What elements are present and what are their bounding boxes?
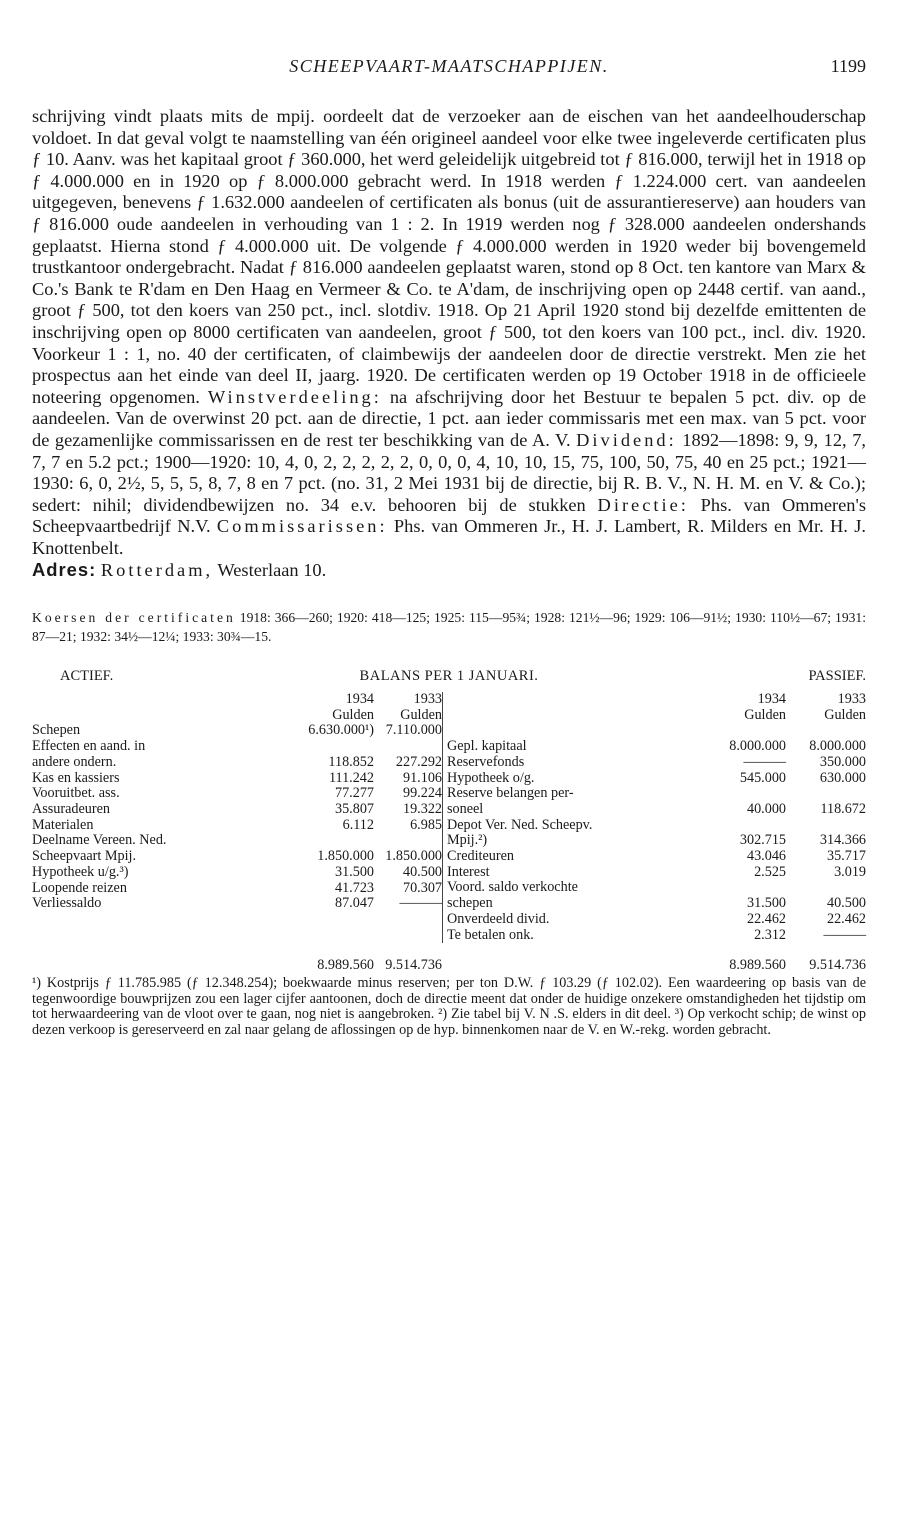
value-1934: 35.807 xyxy=(334,800,374,817)
row-label: Depot Ver. Ned. Scheepv. xyxy=(447,817,593,833)
value-1934: 2.312 xyxy=(754,926,786,943)
value-1934: 6.112 xyxy=(342,816,374,833)
adres-label: Adres: xyxy=(32,559,97,581)
assets-rows xyxy=(32,723,442,911)
table-row xyxy=(447,755,866,771)
table-row xyxy=(447,818,866,834)
balance-sheet xyxy=(32,692,866,943)
value-1934: 77.277 xyxy=(334,785,374,802)
value-1934: 40.000 xyxy=(746,800,786,817)
value-1933: ——— xyxy=(399,895,442,912)
commissarissen-label: Commissarissen: xyxy=(216,516,388,537)
row-label: Loopende reizen xyxy=(32,880,127,896)
assets-totals xyxy=(32,957,442,974)
year-row xyxy=(32,692,442,708)
table-row xyxy=(32,755,442,771)
balance-totals xyxy=(32,957,866,974)
unit-row xyxy=(32,708,442,724)
value-1934: 31.500 xyxy=(746,895,786,912)
value-1934: 41.723 xyxy=(334,879,374,896)
body-text-5: Phs. van Ommeren Jr., H. J. Lambert, R. Milders en Mr. H. J. Knottenbelt. xyxy=(32,516,866,558)
dividend-label: Dividend: xyxy=(576,429,677,450)
row-label: Kas en kassiers xyxy=(32,770,120,786)
value-1934: 2.525 xyxy=(754,863,786,880)
row-label: Reservefonds xyxy=(447,754,525,770)
value-1933: 91.106 xyxy=(402,769,442,786)
table-row xyxy=(447,880,866,896)
unit-label: Gulden xyxy=(824,706,866,723)
row-label: soneel xyxy=(447,801,484,817)
unit-label: Gulden xyxy=(332,706,374,723)
value-1934: 31.500 xyxy=(334,863,374,880)
row-label: Mpij.²) xyxy=(447,833,488,849)
table-row xyxy=(32,833,442,849)
row-label: Scheepvaart Mpij. xyxy=(32,849,137,865)
value-1933: 1.850.000 xyxy=(385,848,442,865)
assets-total-1933: 9.514.736 xyxy=(385,957,442,974)
winstverdeeling-label: Winstverdeeling: xyxy=(207,386,382,407)
row-label: schepen xyxy=(447,896,493,912)
document-page xyxy=(32,48,866,1053)
table-row xyxy=(32,802,442,818)
value-1933: 350.000 xyxy=(819,753,866,770)
value-1933: 314.366 xyxy=(819,832,866,849)
body-text-3: 1892—1898: 9, 9, 12, 7, 7, 7 en 5.2 pct.; 1900—1920: 10, 4, 0, 2, 2, 2, 2, 2, 0, 0, 0, 4, 10, 10, 15, 75, 100, 50, 75, 40 en 25 pct.; 1921—1930: 6, 0, 2½, 5, 5, 5, 8, 7, 8 en 7 pct. (no. 31, 2 Mei 1931 bij de directie, bij R. B. V., N. H. M. en V. & Co.); sedert: nihil; dividendbewijzen no. 34 e.v. behooren bij de stukken xyxy=(32,429,866,515)
table-row xyxy=(32,896,442,912)
table-row xyxy=(447,928,866,944)
table-row xyxy=(32,723,442,739)
row-label: Te betalen onk. xyxy=(447,927,534,943)
year-1934: 1934 xyxy=(345,691,374,708)
liabilities-column xyxy=(442,692,866,943)
liabilities-total-1934: 8.989.560 xyxy=(729,957,786,974)
value-1933: 118.672 xyxy=(820,800,866,817)
liabilities-totals xyxy=(442,957,866,974)
row-label: Schepen xyxy=(32,723,81,739)
value-1934: 118.852 xyxy=(328,753,374,770)
value-1934: 43.046 xyxy=(746,848,786,865)
row-label: andere ondern. xyxy=(32,754,117,770)
directie-label: Directie: xyxy=(597,494,689,515)
year-1933: 1933 xyxy=(837,691,866,708)
running-title: SCHEEPVAART-MAATSCHAPPIJEN. xyxy=(289,56,609,76)
row-label: Materialen xyxy=(32,817,94,833)
value-1933: 22.462 xyxy=(826,910,866,927)
value-1934: 8.000.000 xyxy=(729,738,786,755)
row-label: Gepl. kapitaal xyxy=(447,739,527,755)
page-number: 1199 xyxy=(830,56,866,76)
value-1933: 70.307 xyxy=(402,879,442,896)
adres-city: Rotterdam, xyxy=(100,560,214,581)
unit-row xyxy=(447,708,866,724)
value-1934: 6.630.000¹) xyxy=(308,722,374,739)
value-1934: 1.850.000 xyxy=(317,848,374,865)
table-row xyxy=(32,818,442,834)
row-label: Effecten en aand. in xyxy=(32,739,146,755)
liabilities-total-1933: 9.514.736 xyxy=(809,957,866,974)
value-1933: 630.000 xyxy=(819,769,866,786)
table-row xyxy=(447,739,866,755)
table-row xyxy=(32,881,442,897)
footnotes: ¹) Kostprijs ƒ 11.785.985 (ƒ 12.348.254); boekwaarde minus reserven; per ton D.W. ƒ 103.29 (ƒ 102.02). Een waardeering op basis van de tegenwoordige bouwprijzen zou een lager cijfer aantoonen, doch de directie meent dat onder de huidige onzekere omstandigheden het tijdstip om tot herwaardeering van de vloot over te gaan, nog niet is aangebroken. ²) Zie tabel bij V. N .S. elders in dit deel. ³) Op verkocht schip; de winst op dezen verkoop is gereserveerd en zal naar gelang de aflossingen op de hyp. binnenkomen naar de V. en W.-rekg. worden gebracht. xyxy=(32,975,866,1039)
row-label: Voord. saldo verkochte xyxy=(447,880,578,896)
table-row xyxy=(32,739,442,755)
balance-title: BALANS PER 1 JANUARI. xyxy=(359,668,539,685)
table-row xyxy=(447,849,866,865)
table-row xyxy=(32,786,442,802)
value-1933: 35.717 xyxy=(826,848,866,865)
unit-label: Gulden xyxy=(744,706,786,723)
year-row xyxy=(447,692,866,708)
body-text-1: schrijving vindt plaats mits de mpij. oordeelt dat de verzoeker aan de eischen van het aandeelhouderschap voldoet. In dat geval volgt te naamstelling van één origineel aandeel voor elke twee ingeleverde certificaten plus ƒ 10. Aanv. was het kapitaal groot ƒ 360.000, het werd geleidelijk uitgebreid tot ƒ 816.000, terwijl het in 1918 op ƒ 4.000.000 en in 1920 op ƒ 8.000.000 gebracht werd. In 1918 werden ƒ 1.224.000 cert. van aandeelen uitgegeven, benevens ƒ 1.632.000 aandeelen of certificaten als bonus (uit de assurantiereserve) aan houders van ƒ 816.000 oude aandeelen in verhouding van 1 : 2. In 1919 werden nog ƒ 328.000 aandeelen ondershands geplaatst. Hierna stond ƒ 4.000.000 uit. De volgende ƒ 4.000.000 werden in 1920 weder bij bovengemeld trustkantoor ondergebracht. Nadat ƒ 816.000 aandeelen geplaatst waren, stond op 8 Oct. ten kantore van Marx & Co.'s Bank te R'dam en Den Haag en Vermeer & Co. te A'dam, de inschrijving open op 2448 certif. van aand., groot ƒ 500, tot den koers van 250 pct., incl. slotdiv. 1918. Op 21 April 1920 stond bij dezelfde emittenten de inschrijving open op 8000 certificaten van aandeelen, groot ƒ 500, tot den koers van 100 pct., incl. div. 1920. Voorkeur 1 : 1, no. 40 der certificaten, of claimbewijs der aandeelen door de directie verstrekt. Men zie het prospectus aan het einde van deel II, jaarg. 1920. De certificaten werden op 19 October 1918 in de officieele noteering opgenomen. xyxy=(32,106,866,407)
value-1934: 22.462 xyxy=(746,910,786,927)
koersen-label: Koersen der certificaten xyxy=(32,610,236,626)
row-label: Interest xyxy=(447,864,490,880)
row-label: Hypotheek o/g. xyxy=(447,770,535,786)
value-1933: 7.110.000 xyxy=(385,722,442,739)
value-1933: 8.000.000 xyxy=(809,738,866,755)
table-row xyxy=(447,865,866,881)
value-1933: 40.500 xyxy=(402,863,442,880)
row-label: Reserve belangen per- xyxy=(447,786,574,802)
value-1934: ——— xyxy=(743,753,786,770)
assets-column xyxy=(32,692,442,943)
row-label: Onverdeeld divid. xyxy=(447,911,550,927)
table-row xyxy=(447,912,866,928)
table-row xyxy=(32,865,442,881)
value-1934: 111.242 xyxy=(328,769,374,786)
value-1933: 40.500 xyxy=(826,895,866,912)
page-header xyxy=(32,48,866,88)
table-row xyxy=(447,723,866,739)
row-label: Verliessaldo xyxy=(32,896,102,912)
body-paragraph xyxy=(32,106,866,582)
value-1934: 87.047 xyxy=(334,895,374,912)
value-1933: ——— xyxy=(823,926,866,943)
liabilities-rows xyxy=(447,723,866,943)
koersen-paragraph xyxy=(32,608,866,646)
year-1934: 1934 xyxy=(757,691,786,708)
balance-heading xyxy=(32,668,866,692)
year-1933: 1933 xyxy=(413,691,442,708)
unit-label: Gulden xyxy=(400,706,442,723)
table-row xyxy=(447,802,866,818)
row-label: Deelname Vereen. Ned. xyxy=(32,833,167,849)
value-1934: 545.000 xyxy=(739,769,786,786)
value-1933: 227.292 xyxy=(395,753,442,770)
body-text-2: na afschrijving door het Bestuur te bepalen 5 pct. div. op de aandeelen. Van de overwinst 20 pct. aan de directie, 1 pct. aan ieder commissaris met een max. van 5 pct. voor de gezamenlijke commissarissen en de rest ter beschikking van de A. V. xyxy=(32,386,867,450)
table-row xyxy=(447,896,866,912)
value-1933: 6.985 xyxy=(410,816,442,833)
value-1933: 19.322 xyxy=(402,800,442,817)
value-1933: 99.224 xyxy=(402,785,442,802)
actief-label: ACTIEF. xyxy=(60,668,114,685)
value-1934: 302.715 xyxy=(739,832,786,849)
body-text-4: Phs. van Ommeren's Scheepvaartbedrijf N.V. xyxy=(32,494,866,537)
row-label: Hypotheek u/g.³) xyxy=(32,864,129,880)
row-label: Crediteuren xyxy=(447,849,514,865)
table-row xyxy=(32,849,442,865)
value-1933: 3.019 xyxy=(834,863,866,880)
table-row xyxy=(32,771,442,787)
row-label: Assuradeuren xyxy=(32,801,111,817)
table-row xyxy=(447,786,866,802)
table-row xyxy=(447,771,866,787)
table-row xyxy=(447,833,866,849)
row-label: Vooruitbet. ass. xyxy=(32,786,120,802)
passief-label: PASSIEF. xyxy=(808,668,866,685)
koersen-text: 1918: 366—260; 1920: 418—125; 1925: 115—95¾; 1928: 121½—96; 1929: 106—91½; 1930: 110½—67; 1931: 87—21; 1932: 34½—12¼; 1933: 30¾—15. xyxy=(32,610,866,645)
adres-street: Westerlaan 10. xyxy=(217,560,327,581)
assets-total-1934: 8.989.560 xyxy=(317,957,374,974)
